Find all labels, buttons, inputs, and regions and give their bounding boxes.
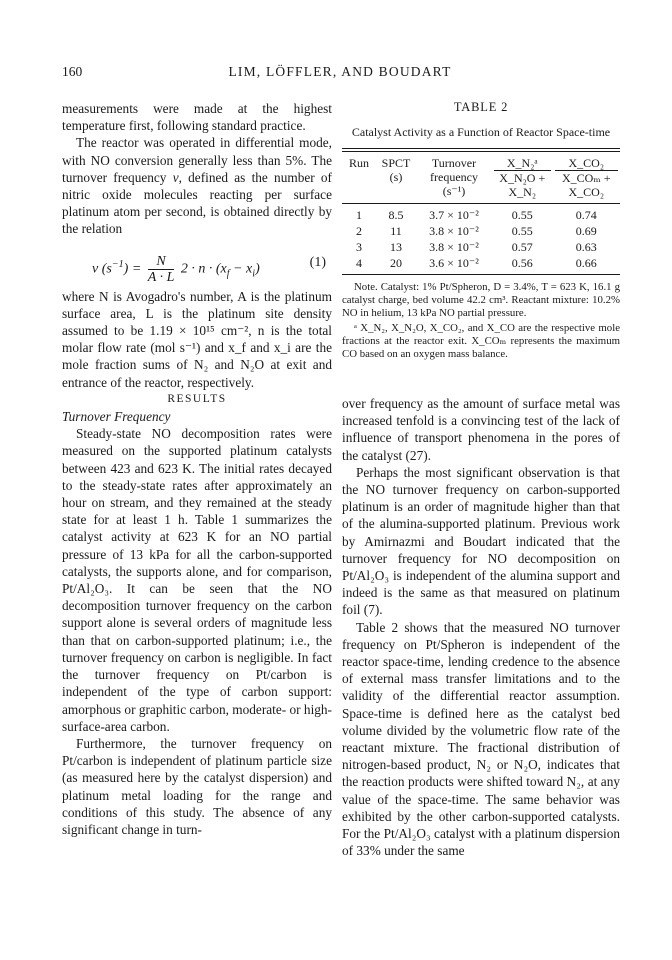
header-spct-label: SPCT [381, 156, 411, 170]
table-note: Note. Catalyst: 1% Pt/Spheron, D = 3.4%, T = 623 K, 16.1 g catalyst charge, bed volume 42.2 cm³. Reactant mixture: 10.2% NO in helium, 13 kPa NO partial pressure. [342, 281, 620, 320]
running-title: LIM, LÖFFLER, AND BOUDART [228, 64, 452, 79]
eq-numerator: N [148, 254, 175, 270]
cell-tof: 3.6 × 10⁻² [429, 256, 479, 270]
paragraph-reactor-part-2: , defined as the number of nitric oxide molecules reacting per surface platinum atom per second, is obtained directly by the relation [62, 169, 332, 237]
cell-tof: 3.8 × 10⁻² [429, 240, 479, 254]
cell-xn2: 0.55 [511, 224, 533, 238]
table-notes [342, 281, 620, 361]
cell-tof: 3.8 × 10⁻² [429, 224, 479, 238]
paragraph-tenfold: over frequency as the amount of surface metal was increased tenfold is a convincing test of the lack of influence of transport phenomena in the pores of the catalyst (27). [342, 396, 620, 463]
cell-spct: 20 [390, 256, 402, 270]
cell-xn2: 0.56 [511, 256, 533, 270]
table-bottom-rule [342, 274, 620, 275]
cell-spct: 8.5 [388, 208, 404, 222]
running-head [62, 64, 618, 82]
paragraph-table2-discussion: Table 2 shows that the measured NO turnover frequency on Pt/Spheron is independent of the reactor space-time, lending credence to the absence of external mass transfer limitations and to the validity of the differential reactor assumption. Space-time is defined here as the catalyst bed volume divided by the volumetric flow rate of the reactant mixture. The fractional distribution of nitrogen-based product, N₂ or N₂O, indicates that the reaction products were shifted toward N₂, at any value of the space-time. The same behavior was exhibited by the other carbon-supported catalysts. For the Pt/Al₂O₃ catalyst with a platinum dispersion of 33% under the same [342, 619, 620, 859]
cell-run: 3 [356, 240, 362, 254]
header-run-label: Run [348, 156, 369, 170]
paragraph-reactor [62, 134, 332, 237]
header-spct [376, 152, 416, 203]
paragraph-furthermore: Furthermore, the turnover frequency on Pt/carbon is independent of platinum particle size (as measured here by the catalyst dispersion) and platinum metal loading for the range and conditions of this study. The absence of any significant change in turn- [62, 735, 332, 837]
page-number: 160 [62, 64, 83, 79]
table-row [342, 255, 620, 274]
table-2 [342, 152, 620, 274]
section-heading-results: RESULTS [167, 392, 227, 405]
header-turnover-label: Turnover frequency [430, 156, 478, 184]
header-xco2-denominator: X_COₘ + X_CO₂ [562, 171, 611, 199]
header-turnover-unit: (s⁻¹) [442, 184, 466, 198]
cell-xco2: 0.74 [575, 208, 597, 222]
header-turnover [416, 152, 492, 203]
eq-lhs-exponent: −1 [111, 258, 124, 270]
eq-lhs: v (s [92, 261, 112, 277]
cell-xco2: 0.69 [575, 224, 597, 238]
paragraph-definitions: where N is Avogadro's number, A is the platinum surface area, L is the platinum site density assumed to be 1.19 × 10¹⁵ cm⁻², n is the total molar flow rate (mol s⁻¹) and x_f and x_i are the mole fraction sums of N₂ and N₂O at exit and entrance of the reactor, respectively. [62, 288, 332, 390]
header-xco2 [553, 152, 620, 203]
cell-run: 4 [356, 256, 362, 270]
equation-1 [62, 244, 332, 285]
eq-lhs-close: ) = [123, 261, 142, 277]
eq-rhs-mid: − x [229, 261, 253, 277]
cell-xn2: 0.57 [511, 240, 533, 254]
cell-xn2: 0.55 [511, 208, 533, 222]
cell-spct: 13 [390, 240, 402, 254]
cell-xco2: 0.66 [575, 256, 597, 270]
header-xn2 [492, 152, 553, 203]
equation-number: (1) [309, 254, 326, 270]
table-row [342, 204, 620, 224]
paragraph-steady-state: Steady-state NO decomposition rates were measured on the supported platinum catalysts between 423 and 623 K. The initial rates decayed to the steady-state rates after approximately an hour on stream, and they remained at the steady state for at least 1 h. Table 1 summarizes the catalyst activity at 623 K for an NO partial pressure of 13 kPa for all the carbon-supported catalysts, the supports alone, and for comparison, Pt/Al₂O₃. It can be seen that the NO decomposition turnover frequency on the carbon support alone is several orders of magnitude less than that on carbon-supported platinum; i.e., the turnover frequency on carbon is negligible. In fact the turnover frequency on Pt/carbon is independent of the type of carbon support: amorphous or graphitic carbon, moderate- or high-surface-area carbon. [62, 426, 332, 734]
table-footnote-a: ᵃ X_N₂, X_N₂O, X_CO₂, and X_CO are the respective mole fractions at the reactor exit. X_COₘ represents the maximum CO based on an oxygen mass balance. [342, 321, 620, 361]
table-top-rule [342, 148, 620, 149]
header-xn2-numerator: X_N₂ᵃ [494, 156, 551, 171]
eq-fraction [148, 254, 175, 285]
table-2-block [342, 100, 620, 362]
paragraph-significant-observation: Perhaps the most significant observation is that the NO turnover frequency on carbon-supported platinum is an order of magnitude higher than that of the alumina-supported platinum. Previous work by Amirnazmi and Boudart indicated that the turnover frequency for NO decomposition on Pt/Al₂O₃ is independent of the alumina support and indeed is the same as that measured on platinum foil (7). [342, 464, 620, 618]
header-xn2-denominator: X_N₂O + X_N₂ [499, 171, 546, 199]
eq-sub-f: f [226, 268, 230, 280]
cell-run: 2 [356, 224, 362, 238]
table-row [342, 223, 620, 239]
eq-rhs-close: ) [255, 261, 260, 277]
table-header-row [342, 152, 620, 203]
paragraph-reactor-part-1: The reactor was operated in differential mode, with NO conversion generally less than 5%. The turnover frequency [62, 135, 332, 185]
symbol-v: v [172, 169, 179, 185]
eq-denominator: A · L [147, 269, 175, 285]
cell-run: 1 [356, 208, 362, 222]
subsection-heading-turnover: Turnover Frequency [62, 409, 171, 425]
cell-xco2: 0.63 [575, 240, 597, 254]
header-xn2-fraction [494, 156, 551, 199]
paragraph-measurements: measurements were made at the highest temperature first, following standard practice. [62, 101, 332, 134]
eq-rhs: 2 · n · (x [180, 261, 227, 277]
table-row [342, 239, 620, 255]
header-xco2-numerator: X_CO₂ [555, 156, 618, 171]
table-label: TABLE 2 [453, 100, 509, 114]
eq-sub-i: i [252, 268, 256, 280]
header-xco2-fraction [555, 156, 618, 199]
cell-spct: 11 [390, 224, 402, 238]
cell-tof: 3.7 × 10⁻² [429, 208, 479, 222]
left-column [62, 100, 332, 838]
header-spct-unit: (s) [389, 170, 403, 184]
header-run [342, 152, 376, 203]
right-column [342, 395, 620, 859]
equation-body [92, 254, 260, 285]
table-caption: Catalyst Activity as a Function of Reactor Space-time [351, 125, 611, 139]
